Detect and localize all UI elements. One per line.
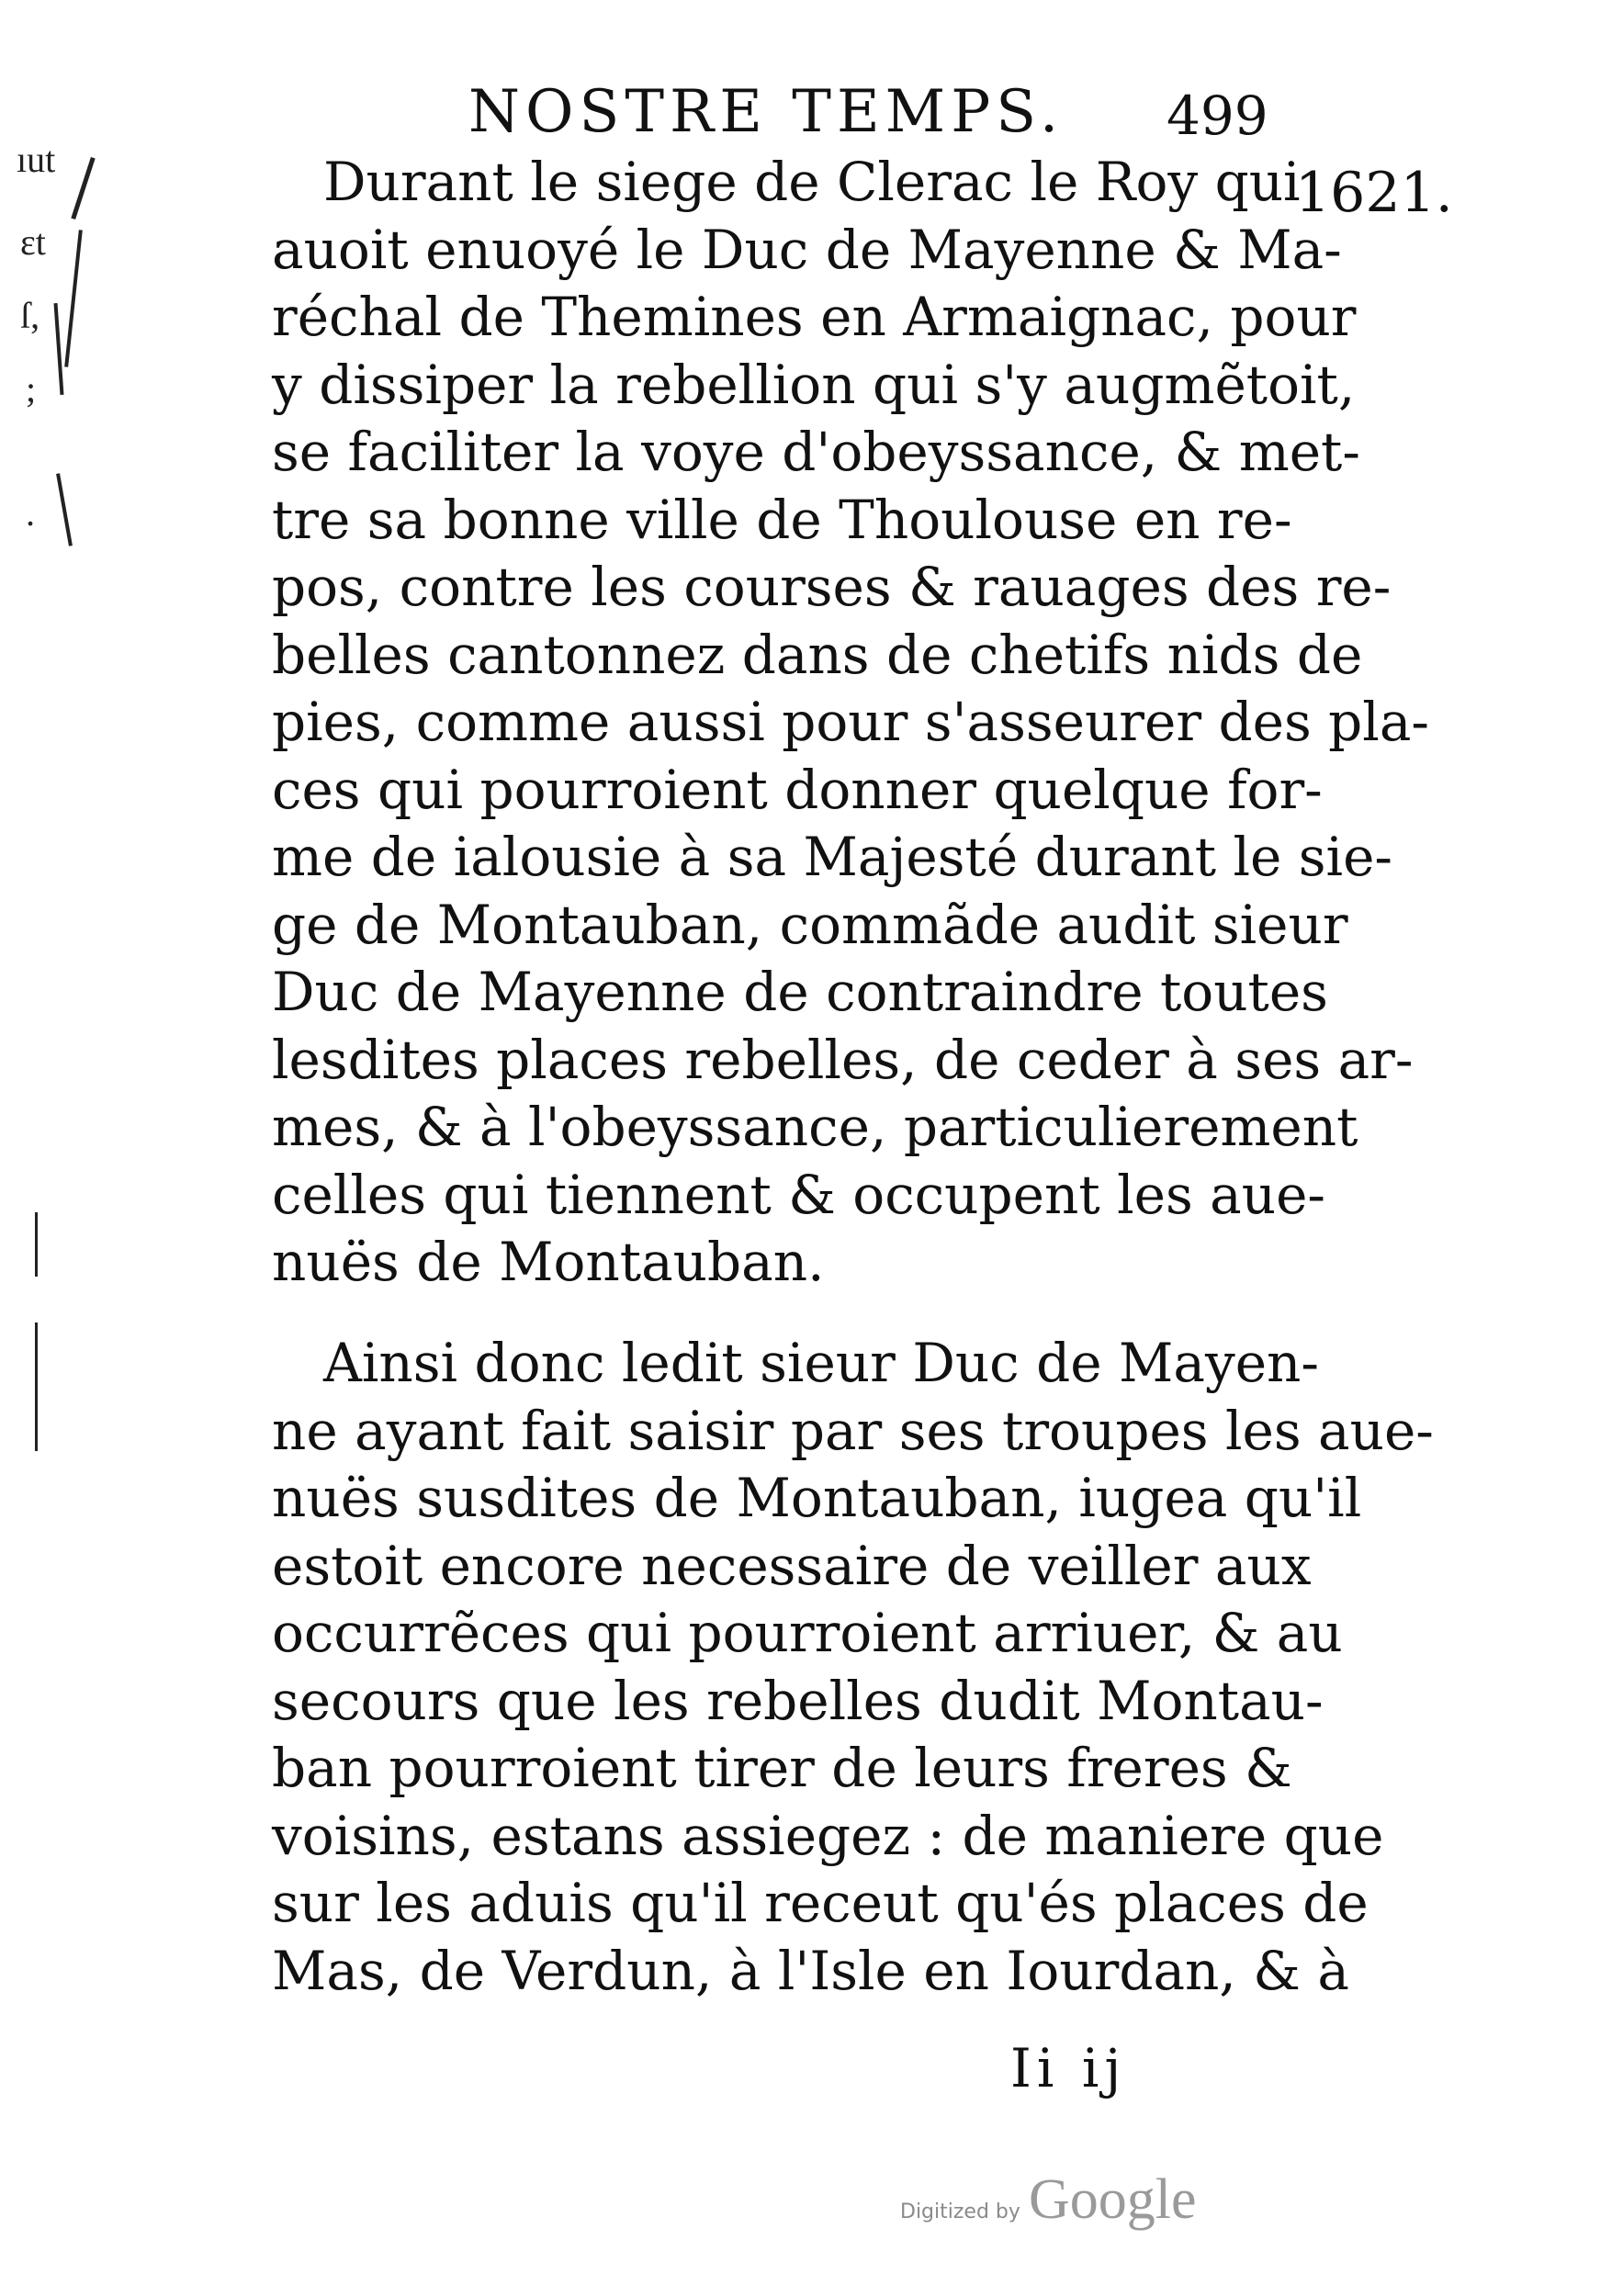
text-line: pies, comme aussi pour s'asseurer des pla- — [272, 691, 1430, 753]
text-line: nuës susdites de Montauban, iugea qu'il — [272, 1467, 1362, 1529]
gutter-bracket-mark — [71, 157, 95, 219]
paragraph-2 — [272, 1330, 1434, 2005]
text-line: estoit encore necessaire de veiller aux — [272, 1534, 1312, 1597]
text-line: Ainsi donc ledit sieur Duc de Mayen- — [323, 1332, 1319, 1394]
text-line: auoit enuoyé le Duc de Mayenne & Ma- — [272, 218, 1342, 281]
text-line: belles cantonnez dans de chetifs nids de — [272, 623, 1363, 686]
gutter-line-mark — [64, 230, 83, 367]
google-logo: Google — [1029, 2168, 1197, 2231]
text-line: ne ayant fait saisir par ses troupes les aue- — [272, 1399, 1434, 1462]
bleed-through-text: ; — [26, 368, 37, 410]
text-line: celles qui tiennent & occupent les aue- — [272, 1163, 1326, 1226]
bleed-through-text: ıut — [17, 139, 56, 180]
text-line: voisins, estans assiegez : de maniere que — [272, 1804, 1384, 1867]
text-line: Durant le siege de Clerac le Roy qui — [323, 151, 1301, 213]
digitized-footer — [900, 2167, 1286, 2241]
running-head — [450, 75, 1277, 149]
digitized-label: Digitized by — [900, 2200, 1020, 2223]
gutter-line-mark — [35, 1212, 38, 1277]
text-line: sur les aduis qu'il receut qu'és places de — [272, 1872, 1369, 1934]
text-line: nuës de Montauban. — [272, 1231, 825, 1293]
bleed-through-text: . — [26, 492, 35, 534]
bleed-through-text: ɛt — [20, 221, 46, 263]
text-line: ge de Montauban, commãde audit sieur — [272, 893, 1348, 956]
page-number: 499 — [1167, 84, 1268, 147]
text-line: y dissiper la rebellion qui s'y augmẽtoit, — [272, 353, 1356, 416]
text-line: occurrẽces qui pourroient arriuer, & au — [272, 1602, 1343, 1664]
gutter-line-mark — [54, 303, 64, 395]
text-line: réchal de Themines en Armaignac, pour — [272, 286, 1357, 348]
signature-mark: Ii ij — [1010, 2037, 1127, 2099]
text-line: Duc de Mayenne de contraindre toutes — [272, 961, 1328, 1023]
text-line: me de ialousie à sa Majesté durant le sie- — [272, 826, 1393, 888]
text-line: Mas, de Verdun, à l'Isle en Iourdan, & à — [272, 1939, 1349, 2002]
text-line: tre sa bonne ville de Thoulouse en re- — [272, 488, 1292, 551]
text-line: secours que les rebelles dudit Montau- — [272, 1669, 1324, 1732]
gutter-line-mark — [35, 1322, 38, 1451]
text-line: mes, & à l'obeyssance, particulierement — [272, 1096, 1358, 1158]
text-line: lesdites places rebelles, de ceder à ses ar- — [272, 1028, 1414, 1091]
running-head-title: NOSTRE TEMPS. — [468, 78, 1065, 146]
gutter-bracket-mark — [56, 473, 73, 546]
text-line: ces qui pourroient donner quelque for- — [272, 758, 1323, 821]
text-line: ban pourroient tirer de leurs freres & — [272, 1737, 1292, 1799]
text-line: se faciliter la voye d'obeyssance, & met- — [272, 421, 1360, 483]
margin-year-note: 1621. — [1295, 161, 1453, 225]
bleed-through-text: ſ, — [20, 295, 40, 336]
text-line: pos, contre les courses & rauages des re- — [272, 556, 1392, 618]
